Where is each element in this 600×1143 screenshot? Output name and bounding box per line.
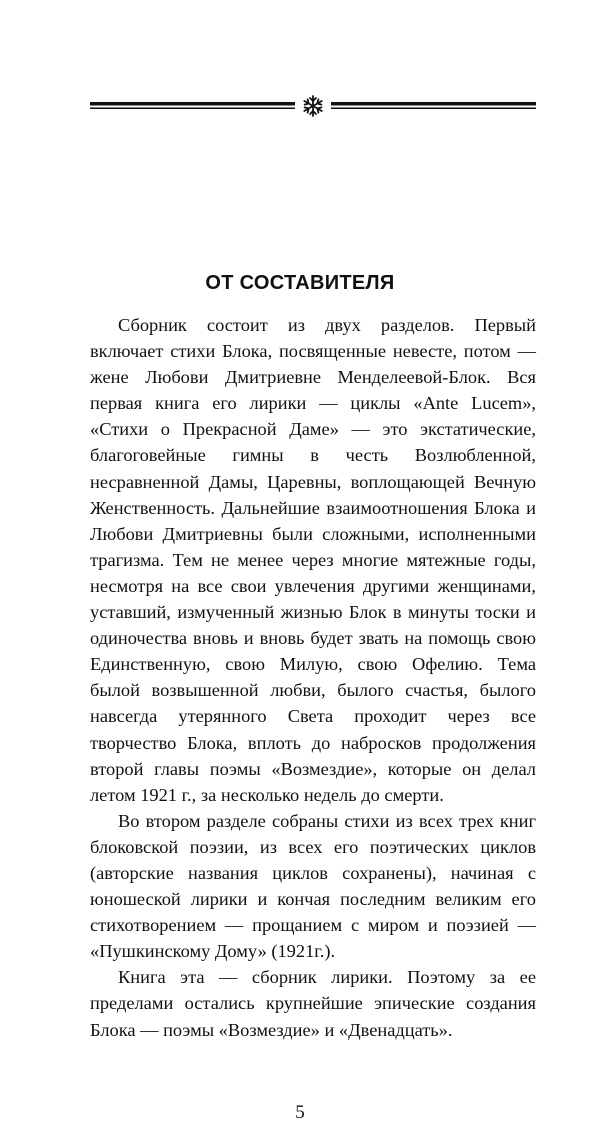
body-text <box>90 312 536 1043</box>
section-title: ОТ СОСТАВИТЕЛЯ <box>205 272 395 294</box>
snowflake-divider-icon <box>90 94 536 118</box>
page-number: 5 <box>295 1102 305 1123</box>
paragraph-3: Книга эта — сборник лирики. Поэтому за ее пределами остались крупнейшие эпические создания Блока — поэмы «Возмездие» и «Двенадцать». <box>90 967 536 1040</box>
paragraph-2: Во втором разделе собраны стихи из всех трех книг блоковской поэзии, из всех его поэтических циклов (авторские названия циклов сохранены), начиная с юношеской лирики и кончая последним великим его стихотворением — прощанием с миром и поэзией — «Пушкинскому Дому» (1921г.). <box>90 810 536 962</box>
header-ornament-rule <box>90 94 536 118</box>
paragraph-1: Сборник состоит из двух разделов. Первый включает стихи Блока, посвященные невесте, потом — жене Любови Дмитриевне Менделеевой-Блок. Вся первая книга его лирики — циклы «Ante Lucem», «Стихи о Прекрасной Даме» — это экстатические, благоговейные гимны в честь Возлюбленной, несравненной Дамы, Царевны, воплощающей Вечную Женственность. Дальнейшие взаимоотношения Блока и Любови Дмитриевны были сложными, исполненными трагизма. Тем не менее через многие мятежные годы, несмотря на все свои увлечения другими женщинами, уставший, измученный жизнью Блок в минуты тоски и одиночества вновь и вновь будет звать на помощь свою Единственную, свою Милую, свою Офелию. Тема былой возвышенной любви, былого счастья, былого навсегда утерянного Света проходит через все творчество Блока, вплоть до набросков продолжения второй главы поэмы «Возмездие», которые он делал летом 1921 г., за несколько недель до смерти. <box>90 315 536 805</box>
